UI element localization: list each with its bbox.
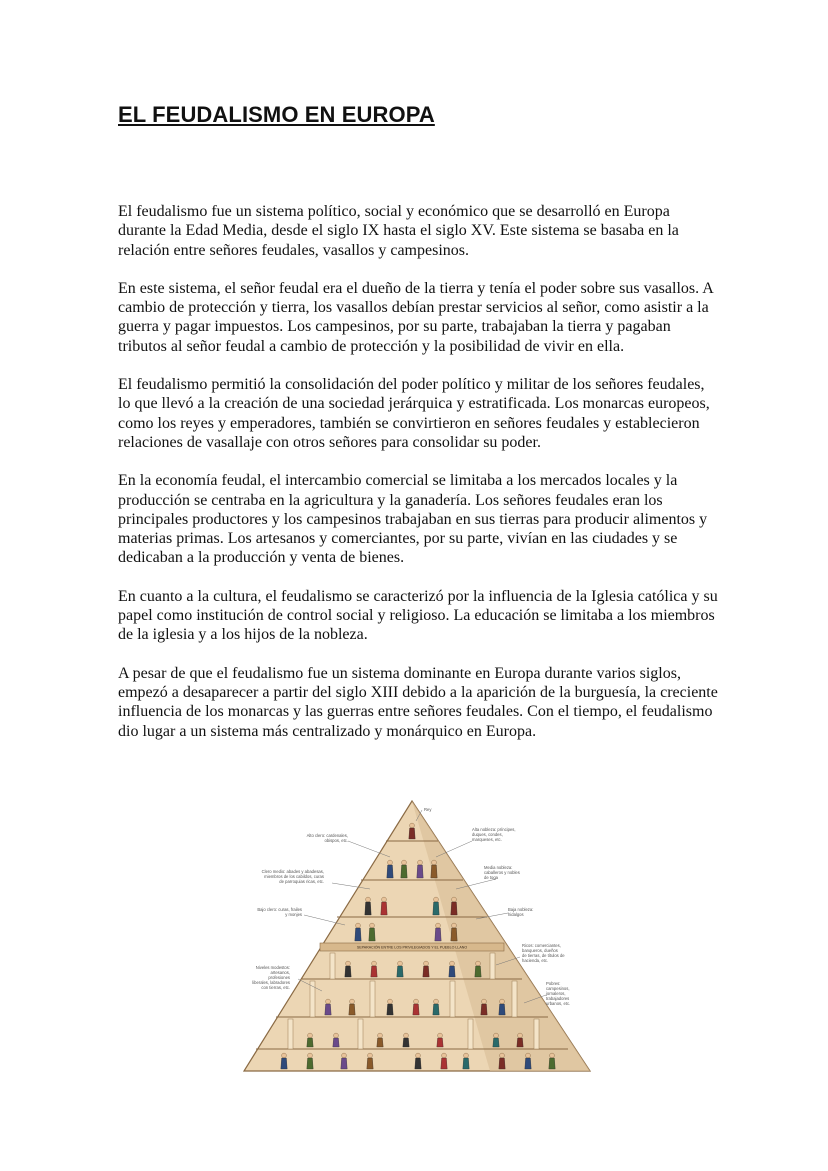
- paragraph: En cuanto a la cultura, el feudalismo se caracterizó por la influencia de la Iglesia católica y su papel como institución de control social y religioso. La educación se limitaba a los miembros de la iglesia y a los hijos de la nobleza.: [118, 587, 718, 644]
- figure-person: [341, 1053, 347, 1069]
- paragraph: El feudalismo fue un sistema político, social y económico que se desarrolló en Europa durante la Edad Media, desde el siglo IX hasta el siglo XV. Este sistema se basaba en la relación entre señores feudales, vasallos y campesinos.: [118, 203, 679, 259]
- figure-person: [451, 923, 457, 941]
- label-line: de parroquias ricas, etc.: [279, 879, 324, 884]
- label-line: urbanos, etc.: [546, 1001, 571, 1006]
- figure-person: [463, 1053, 469, 1069]
- figure-person: [281, 1053, 287, 1069]
- label-line: Baja nobleza:: [508, 907, 534, 912]
- label-line: Alta nobleza: príncipes,: [472, 827, 516, 832]
- left-label: [257, 907, 302, 917]
- figure-person: [449, 961, 455, 977]
- separation-label: SEPARACIÓN ENTRE LOS PRIVILEGIADOS Y EL PUEBLO LLANO: [356, 945, 468, 950]
- figure-person: [433, 999, 439, 1015]
- figure-person: [387, 860, 393, 878]
- label-line: trabajadores: [546, 996, 570, 1001]
- feudal-pyramid-illustration: [240, 797, 592, 1075]
- label-line: duques, condes,: [472, 832, 503, 837]
- figure-person: [403, 1033, 409, 1047]
- figure-person: [367, 1053, 373, 1069]
- label-king: Rey: [424, 807, 432, 812]
- label-line: miembros de los cabildos, curas: [264, 874, 324, 879]
- figure-person: [415, 1053, 421, 1069]
- figure-person: [517, 1033, 523, 1047]
- document-body: [118, 202, 718, 760]
- label-line: hacienda, etc.: [522, 958, 549, 963]
- figure-person: [307, 1033, 313, 1047]
- page-title: EL FEUDALISMO EN EUROPA: [118, 102, 435, 127]
- label-line: Alto clero: cardenales,: [306, 833, 348, 838]
- figure-person: [409, 823, 415, 839]
- figure-person: [431, 860, 437, 878]
- label-line: de tierras, de títulos de: [522, 953, 565, 958]
- paragraph: En este sistema, el señor feudal era el dueño de la tierra y tenía el poder sobre sus vasallos. A cambio de protección y tierra, los vasallos debían prestar servicios al señor, como asistir a la guerra y pagar impuestos. Los campesinos, por su parte, trabajaban la tierra y pagaban tributos al señor feudal a cambio de protección y la posibilidad de vivir en ella.: [118, 279, 713, 355]
- right-label: [472, 827, 516, 842]
- right-label: [508, 907, 533, 917]
- feudal-pyramid-svg: [240, 797, 592, 1075]
- figure-person: [371, 961, 377, 977]
- figure-person: [413, 999, 419, 1015]
- figure-person: [441, 1053, 447, 1069]
- label-line: campesinos,: [546, 986, 570, 991]
- figure-person: [325, 999, 331, 1015]
- figure-person: [437, 1033, 443, 1047]
- label-line: Niveles modestos:: [255, 965, 290, 970]
- figure-person: [549, 1053, 555, 1069]
- figure-person: [369, 923, 375, 941]
- label-line: marqueses, etc.: [472, 837, 502, 842]
- figure-person: [333, 1033, 339, 1047]
- label-line: liberales, labradores: [252, 980, 290, 985]
- figure-person: [307, 1053, 313, 1069]
- figure-person: [499, 1053, 505, 1069]
- label-line: obispos, etc.: [324, 838, 348, 843]
- right-label: [522, 943, 565, 963]
- figure-person: [475, 961, 481, 977]
- label-line: Ricos: comerciantes,: [522, 943, 561, 948]
- label-line: Pobres:: [546, 981, 561, 986]
- figure-person: [417, 860, 423, 878]
- figure-person: [377, 1033, 383, 1047]
- label-line: con tierras, etc.: [261, 985, 290, 990]
- paragraph: A pesar de que el feudalismo fue un sistema dominante en Europa durante varios siglos, empezó a desaparecer a partir del siglo XIII debido a la aparición de la burguesía, la creciente influencia de los monarcas y las guerras entre señores feudales. Con el tiempo, el feudalismo dio lugar a un sistema más centralizado y monárquico en Europa.: [118, 664, 718, 740]
- figure-person: [433, 897, 439, 915]
- figure-person: [397, 961, 403, 977]
- paragraph: El feudalismo permitió la consolidación del poder político y militar de los señores feudales, lo que llevó a la creación de una sociedad jerárquica y estratificada. Los monarcas europeos, como los reyes y emperadores, también se convirtieron en señores feudales y establecieron relaciones de vasallaje con otros señores para consolidar su poder.: [118, 376, 710, 451]
- label-line: hidalgos: [508, 912, 524, 917]
- label-line: jornaleros,: [546, 991, 566, 996]
- label-line: Bajo clero: curas, frailes: [257, 907, 302, 912]
- figure-person: [355, 923, 361, 941]
- label-line: de toga: [484, 875, 498, 880]
- figure-person: [349, 999, 355, 1015]
- figure-person: [345, 961, 351, 977]
- label-line: y monjes: [285, 912, 302, 917]
- figure-person: [365, 897, 371, 915]
- figure-person: [499, 999, 505, 1015]
- figure-person: [481, 999, 487, 1015]
- figure-person: [387, 999, 393, 1015]
- figure-person: [423, 961, 429, 977]
- figure-person: [435, 923, 441, 941]
- right-label: [545, 981, 570, 1006]
- right-label: [484, 865, 520, 880]
- figure-person: [525, 1053, 531, 1069]
- label-line: artesanos,: [270, 970, 290, 975]
- left-label: [262, 869, 324, 884]
- figure-person: [451, 897, 457, 915]
- left-label: [307, 833, 348, 843]
- label-line: Clero medio: abades y abadesas,: [261, 869, 324, 874]
- label-line: Media nobleza:: [484, 865, 513, 870]
- label-line: banqueros, dueños: [522, 948, 558, 953]
- paragraph: En la economía feudal, el intercambio comercial se limitaba a los mercados locales y la producción se centraba en la agricultura y la ganadería. Los señores feudales eran los principales productores y los campesinos trabajaban en sus tierras para producir alimentos y materias primas. Los artesanos y comerciantes, por su parte, vivían en las ciudades y se dedicaban a la producción y venta de bienes.: [118, 472, 708, 567]
- left-label: [252, 965, 290, 990]
- label-line: caballeros y nobles: [484, 870, 520, 875]
- figure-person: [381, 897, 387, 915]
- label-line: profesiones: [268, 975, 290, 980]
- figure-person: [493, 1033, 499, 1047]
- figure-person: [401, 860, 407, 878]
